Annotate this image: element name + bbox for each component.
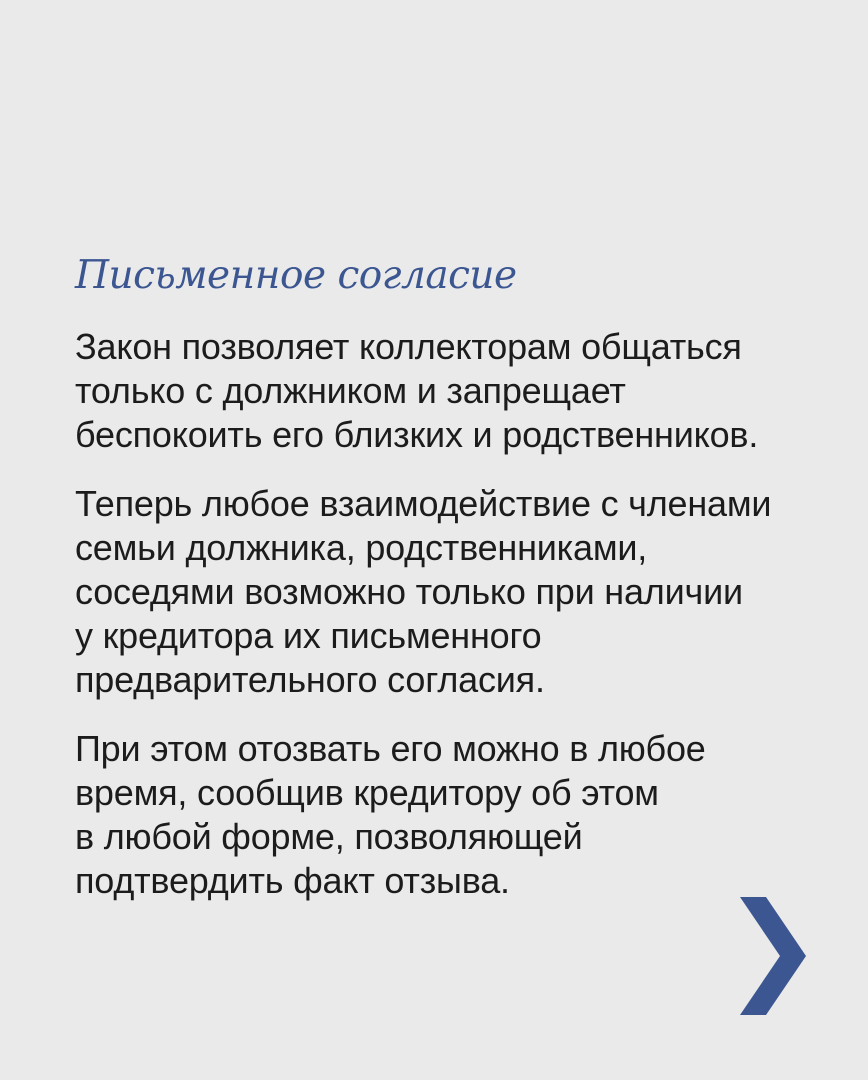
chevron-right-icon[interactable] bbox=[737, 897, 807, 1015]
text-line: соседями возможно только при наличии bbox=[75, 571, 743, 612]
text-line: Теперь любое взаимодействие с членами bbox=[75, 483, 772, 524]
text-line: семьи должника, родственниками, bbox=[75, 527, 648, 568]
text-line: время, сообщив кредитору об этом bbox=[75, 772, 659, 813]
text-line: Закон позволяет коллекторам общаться bbox=[75, 326, 742, 367]
text-line: беспокоить его близких и родственников. bbox=[75, 414, 759, 455]
text-line: в любой форме, позволяющей bbox=[75, 816, 583, 857]
text-line: у кредитора их письменного bbox=[75, 615, 542, 656]
paragraph-law bbox=[75, 325, 845, 457]
text-line: только с должником и запрещает bbox=[75, 370, 626, 411]
paragraph-revocation bbox=[75, 727, 845, 903]
text-line: При этом отозвать его можно в любое bbox=[75, 728, 706, 769]
slide-title: Письменное согласие bbox=[75, 253, 517, 298]
text-line: предварительного согласия. bbox=[75, 659, 545, 700]
paragraph-interaction bbox=[75, 482, 845, 702]
slide-content bbox=[75, 250, 845, 928]
text-line: подтвердить факт отзыва. bbox=[75, 860, 510, 901]
